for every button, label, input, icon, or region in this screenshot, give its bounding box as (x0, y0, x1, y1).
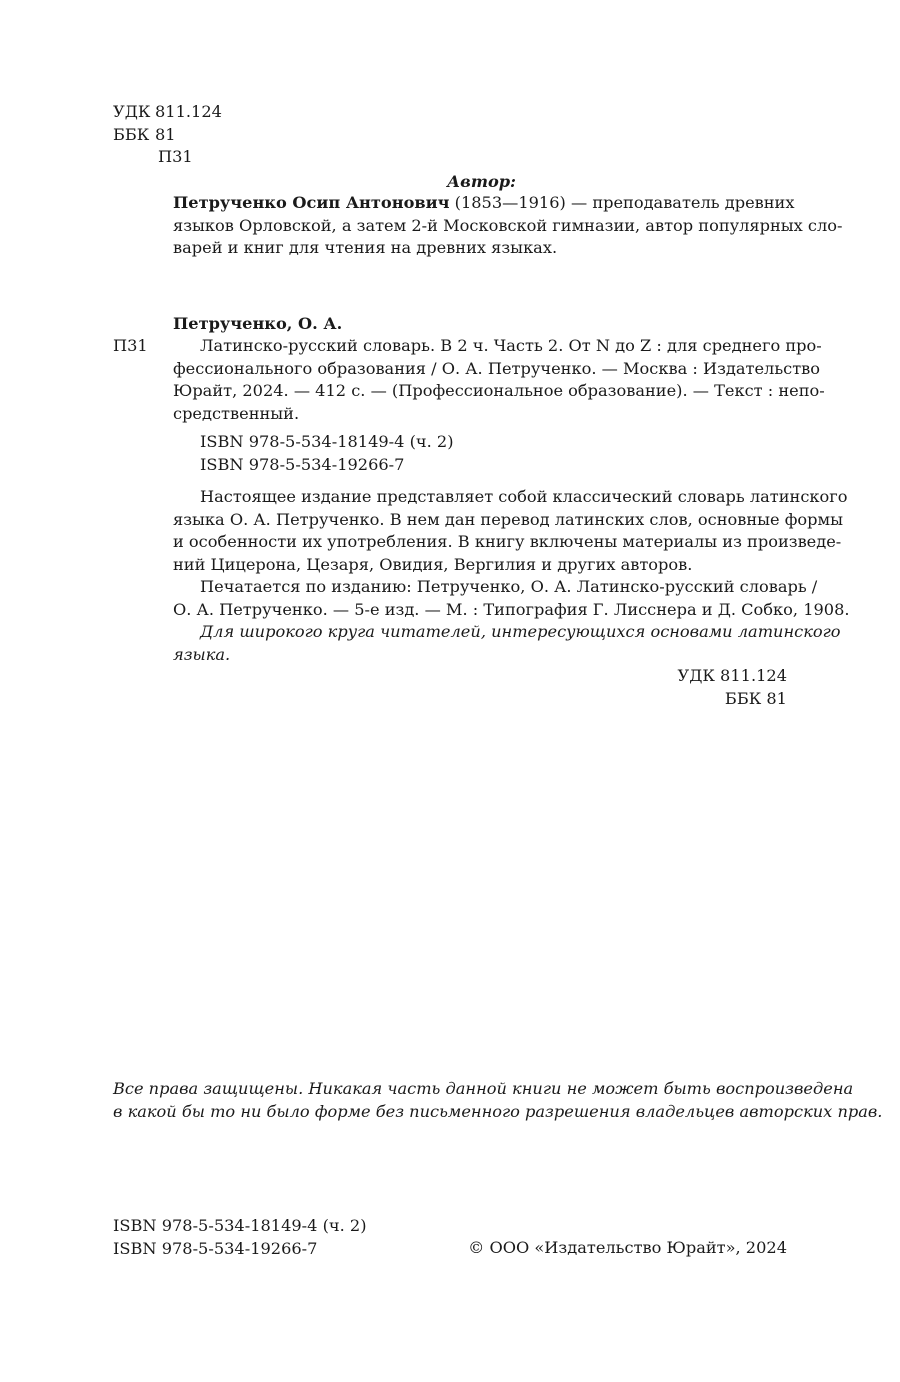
header-codes (113, 101, 222, 169)
author-bio-line: варей и книг для чтения на древних языках. (173, 238, 558, 257)
udk-label: УДК (113, 102, 151, 121)
annotation-line: языка О. А. Петрученко. В нем дан перевод латинских слов, основные формы (173, 509, 844, 529)
author-bio (173, 192, 843, 260)
catalog-desc-line: Юрайт, 2024. — 412 с. — (Профессиональное образование). — Текст : непо- (173, 381, 825, 400)
author-bio-line: языков Орловской, а затем 2-й Московской гимназии, автор популярных сло- (173, 215, 843, 235)
catalog-annotation (173, 486, 850, 666)
author-heading: Автор: (447, 172, 517, 191)
catalog-desc-line: фессионального образования / О. А. Петрученко. — Москва : Издательство (173, 358, 821, 378)
isbn-line: ISBN 978-5-534-19266-7 (200, 454, 405, 474)
udk-value: 811.124 (155, 102, 222, 121)
footer-isbn (113, 1215, 367, 1260)
catalog-desc-line: средственный. (173, 403, 300, 423)
annotation-line: Настоящее издание представляет собой классический словарь латинского (200, 487, 848, 506)
annotation-line: ний Цицерона, Цезаря, Овидия, Вергилия и других авторов. (173, 554, 693, 574)
isbn-line: ISBN 978-5-534-18149-4 (ч. 2) (200, 432, 454, 451)
catalog-classification (678, 665, 787, 710)
print-source-line: Печатается по изданию: Петрученко, О. А. Латинско-русский словарь / (200, 577, 818, 596)
author-bio-line (173, 192, 795, 215)
annotation-line: и особенности их употребления. В книгу включены материалы из произведе- (173, 532, 842, 551)
rights-line: Все права защищены. Никакая часть данной книги не может быть воспроизведена (113, 1079, 854, 1098)
rights-line: в какой бы то ни было форме без письменного разрешения владельцев авторских прав. (113, 1101, 883, 1121)
bbk-line (113, 124, 222, 147)
print-source-line: О. А. Петрученко. — 5-е изд. — М. : Типография Г. Лисснера и Д. Собко, 1908. (173, 599, 850, 619)
author-mark: П31 (158, 147, 193, 166)
bbk-value: 81 (155, 124, 176, 144)
catalog-udk: УДК 811.124 (677, 666, 787, 685)
udk-line (113, 101, 222, 124)
author-bio-rest: (1853—1916) — преподаватель древних (454, 193, 795, 212)
copyright: © ООО «Издательство Юрайт», 2024 (468, 1238, 787, 1257)
bbk-label: ББК (113, 124, 150, 144)
audience-line: Для широкого круга читателей, интересующихся основами латинского (200, 622, 841, 641)
rights-notice (113, 1078, 883, 1123)
catalog-bbk: ББК 81 (724, 688, 787, 708)
catalog-isbn (200, 431, 454, 476)
footer-isbn-line: ISBN 978-5-534-18149-4 (ч. 2) (113, 1216, 367, 1235)
catalog-desc-line: Латинско-русский словарь. В 2 ч. Часть 2. От N до Z : для среднего про- (200, 336, 822, 355)
catalog-mark: П31 (113, 336, 148, 355)
catalog-author-heading: Петрученко, О. А. (173, 314, 343, 333)
footer-isbn-line: ISBN 978-5-534-19266-7 (113, 1238, 318, 1258)
catalog-description (173, 335, 825, 425)
author-name: Петрученко Осип Антонович (173, 193, 450, 212)
audience-line: языка. (173, 644, 231, 664)
